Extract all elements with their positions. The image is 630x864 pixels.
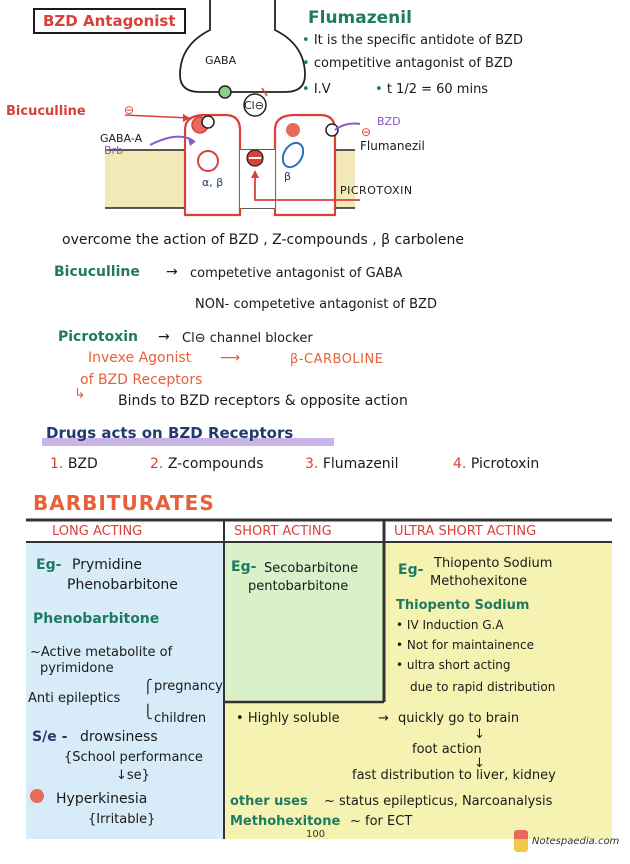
inverse-desc: Binds to BZD receptors & opposite action xyxy=(118,393,408,409)
gaba-a-label: GABA-A xyxy=(100,132,143,145)
alpha-beta-label: α, β xyxy=(202,176,224,189)
overcome-text: overcome the action of BZD , Z-compounds , β carbolene xyxy=(62,232,465,248)
col-long-acting: LONG ACTING xyxy=(52,524,143,539)
long-line-1: ~Active metabolite of xyxy=(30,645,173,660)
fast-distribution: fast distribution to liver, kidney xyxy=(352,768,556,783)
drug-item-1: 1. BZD xyxy=(50,456,98,472)
bicuculline-label: Bicuculline xyxy=(6,104,86,119)
axon-terminal xyxy=(180,0,305,92)
down-arrow-icon-2: ↓ xyxy=(474,756,485,771)
flumazenil-bullet-4: • t 1/2 = 60 mins xyxy=(375,82,489,97)
phenobarbitone-heading: Phenobarbitone xyxy=(33,611,160,627)
bicuculline-heading: Bicuculline xyxy=(54,264,140,280)
ultra-line-2: • Not for maintainence xyxy=(396,638,535,652)
drug-item-4: 4. Picrotoxin xyxy=(453,456,540,472)
page-title: BZD Antagonist xyxy=(33,8,186,34)
highly-soluble: • Highly soluble xyxy=(236,711,340,726)
short-example-1: Secobarbitone xyxy=(264,561,359,576)
soluble-arrow: → xyxy=(378,711,389,726)
logo-icon xyxy=(514,830,528,852)
inverse-of-label: of BZD Receptors xyxy=(80,372,203,388)
inverse-arrow: ⟶ xyxy=(220,350,241,366)
school-performance: {School performance xyxy=(64,750,203,765)
bzd-label: BZD xyxy=(377,115,401,128)
methohexitone-text: ~ for ECT xyxy=(350,814,413,829)
inverse-agonist-label: Invexe Agonist xyxy=(88,350,192,366)
long-example-2: Phenobarbitone xyxy=(67,577,178,593)
ultra-example-2: Methohexitone xyxy=(430,574,528,589)
drugs-heading: Drugs acts on BZD Receptors xyxy=(46,424,294,442)
beta-label: β xyxy=(284,170,292,183)
beta-carboline-label: β-CARBOLINE xyxy=(290,352,384,367)
side-effect-label: S/e - xyxy=(32,729,68,745)
reduced-se: ↓se} xyxy=(116,768,150,783)
flumazenil-bullet-3: • I.V xyxy=(302,82,331,97)
ultra-line-4: due to rapid distribution xyxy=(410,680,556,694)
brb-label: Brb xyxy=(104,144,124,157)
ultra-eg: Eg- xyxy=(398,562,424,578)
long-example-1: Prymidine xyxy=(72,557,143,573)
methohexitone-label: Methohexitone xyxy=(230,814,341,829)
col-ultra-short-acting: ULTRA SHORT ACTING xyxy=(394,524,537,539)
flumazenil-bullet-2: • competitive antagonist of BZD xyxy=(302,56,513,71)
bicuculline-text-1: competetive antagonist of GABA xyxy=(190,266,403,281)
brace-icon: ⎧ xyxy=(143,680,153,695)
col-short-acting: SHORT ACTING xyxy=(234,524,332,539)
thiopento-heading: Thiopento Sodium xyxy=(396,598,530,613)
chloride-label: Cl⊖ xyxy=(244,99,264,112)
picrotoxin-text: Cl⊖ channel blocker xyxy=(182,331,313,346)
hyperkinesia: Hyperkinesia xyxy=(56,791,148,807)
pregnancy: pregnancy xyxy=(154,679,223,694)
bicuculline-text-2: NON- competetive antagonist of BZD xyxy=(195,297,437,312)
drug-item-2: 2. Z-compounds xyxy=(150,456,264,472)
short-example-2: pentobarbitone xyxy=(248,579,349,594)
gaba-label: GABA xyxy=(205,54,237,67)
site-logo[interactable]: Notespaedia.com xyxy=(532,836,620,847)
children: children xyxy=(154,711,207,726)
long-line-2: pyrimidone xyxy=(40,661,114,676)
other-uses-text: ~ status epilepticus, Narcoanalysis xyxy=(324,794,553,809)
short-eg: Eg- xyxy=(231,559,257,575)
flumanezil-label: Flumanezil xyxy=(360,139,425,153)
flumazenil-bullet-1: • It is the specific antidote of BZD xyxy=(302,33,523,48)
other-uses-label: other uses xyxy=(230,794,308,809)
foot-action: foot action xyxy=(412,742,482,757)
quickly-brain: quickly go to brain xyxy=(398,711,520,726)
ultra-line-1: • IV Induction G.A xyxy=(396,618,504,632)
picrotoxin-label: PICROTOXIN xyxy=(340,184,413,197)
picrotoxin-arrow: → xyxy=(158,329,170,345)
minus-icon: ⊖ xyxy=(124,103,135,117)
bullet-icon xyxy=(30,789,44,803)
anti-epileptics: Anti epileptics xyxy=(28,691,121,706)
ultra-example-1: Thiopento Sodium xyxy=(434,556,553,571)
drug-item-3: 3. Flumazenil xyxy=(305,456,399,472)
down-arrow-icon: ↓ xyxy=(474,727,485,742)
flumazenil-title: Flumazenil xyxy=(308,8,412,28)
curved-arrow-icon: ↳ xyxy=(74,386,86,402)
ultra-line-3: • ultra short acting xyxy=(396,658,511,672)
brace-icon-2: ⎩ xyxy=(143,705,153,720)
picrotoxin-heading: Picrotoxin xyxy=(58,329,138,345)
bicuculline-arrow: → xyxy=(166,264,178,280)
irritable: {Irritable} xyxy=(88,812,156,827)
long-eg: Eg- xyxy=(36,557,62,573)
drowsiness: drowsiness xyxy=(80,729,158,745)
page-number: 100 xyxy=(306,829,326,840)
minus-icon-2: ⊖ xyxy=(361,125,372,139)
barbiturates-heading: BARBITURATES xyxy=(33,491,215,515)
